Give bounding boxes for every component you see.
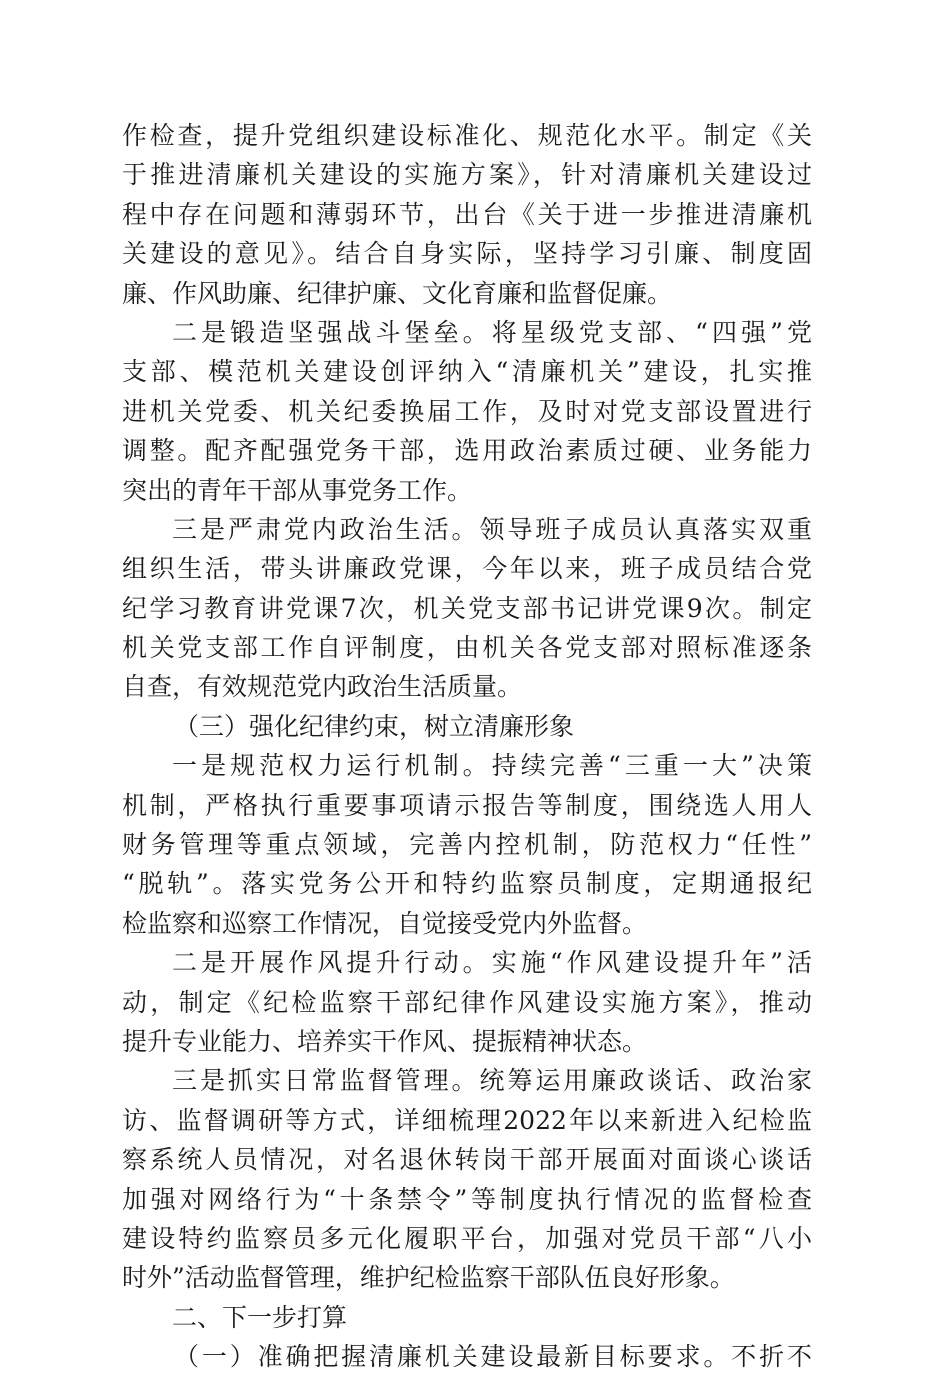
text-line: 纪学习教育讲党课7次，机关党支部书记讲党课9次。制定 [122,593,812,623]
text-line: 自查，有效规范党内政治生活质量。 [122,672,523,702]
text-line: 调整。配齐配强党务干部，选用政治素质过硬、业务能力 [122,436,812,466]
text-line: 廉、作风助廉、纪律护廉、文化育廉和监督促廉。 [122,278,673,308]
text-line: “脱轨”。落实党务公开和特约监察员制度，定期通报纪 [122,869,812,899]
text-line: 建设特约监察员多元化履职平台，加强对党员干部“八小 [122,1223,812,1253]
text-line: 机制，严格执行重要事项请示报告等制度，围绕选人用人 [122,790,812,820]
text-line: 机关党支部工作自评制度，由机关各党支部对照标准逐条 [122,633,812,663]
text-line: 组织生活，带头讲廉政党课，今年以来，班子成员结合党 [122,554,812,584]
text-line: 时外”活动监督管理，维护纪检监察干部队伍良好形象。 [122,1263,735,1293]
paragraph-first-line: 三是严肃党内政治生活。领导班子成员认真落实双重 [172,514,812,544]
paragraph-first-line: 二是开展作风提升行动。实施“作风建设提升年”活 [172,948,812,978]
text-line: 加强对网络行为“十条禁令”等制度执行情况的监督检查 [122,1184,812,1214]
text-line: 检监察和巡察工作情况，自觉接受党内外监督。 [122,908,648,938]
document-body [122,116,812,1377]
text-line: 作检查，提升党组织建设标准化、规范化水平。制定《关 [122,121,812,150]
paragraph-first-line: 三是抓实日常监督管理。统筹运用廉政谈话、政治家 [172,1066,812,1096]
text-line: 程中存在问题和薄弱环节，出台《关于进一步推进清廉机 [122,199,812,229]
text-line: 突出的青年干部从事党务工作。 [122,475,473,505]
text-line: 动，制定《纪检监察干部纪律作风建设实施方案》，推动 [122,987,812,1017]
chapter-heading: 二、下一步打算 [172,1302,348,1332]
paragraph-first-line: 一是规范权力运行机制。持续完善“三重一大”决策 [172,751,812,781]
text-line: 察系统人员情况，对名退休转岗干部开展面对面谈心谈话 [122,1145,812,1175]
text-line: 财务管理等重点领域，完善内控机制，防范权力“任性” [122,830,812,860]
section-heading: （三）强化纪律约束，树立清廉形象 [174,711,575,741]
paragraph-first-line: （一）准确把握清廉机关建设最新目标要求。不折不 [174,1342,812,1372]
text-line: 提升专业能力、培养实干作风、提振精神状态。 [122,1026,648,1056]
text-line: 进机关党委、机关纪委换届工作，及时对党支部设置进行 [122,396,812,426]
text-line: 支部、模范机关建设创评纳入“清廉机关”建设，扎实推 [122,357,812,387]
text-line: 于推进清廉机关建设的实施方案》，针对清廉机关建设过 [122,160,812,190]
text-line: 关建设的意见》。结合自身实际，坚持学习引廉、制度固 [122,239,812,269]
text-line: 访、监督调研等方式，详细梳理2022年以来新进入纪检监 [122,1105,812,1135]
paragraph-first-line: 二是锻造坚强战斗堡垒。将星级党支部、“四强”党 [172,317,812,347]
